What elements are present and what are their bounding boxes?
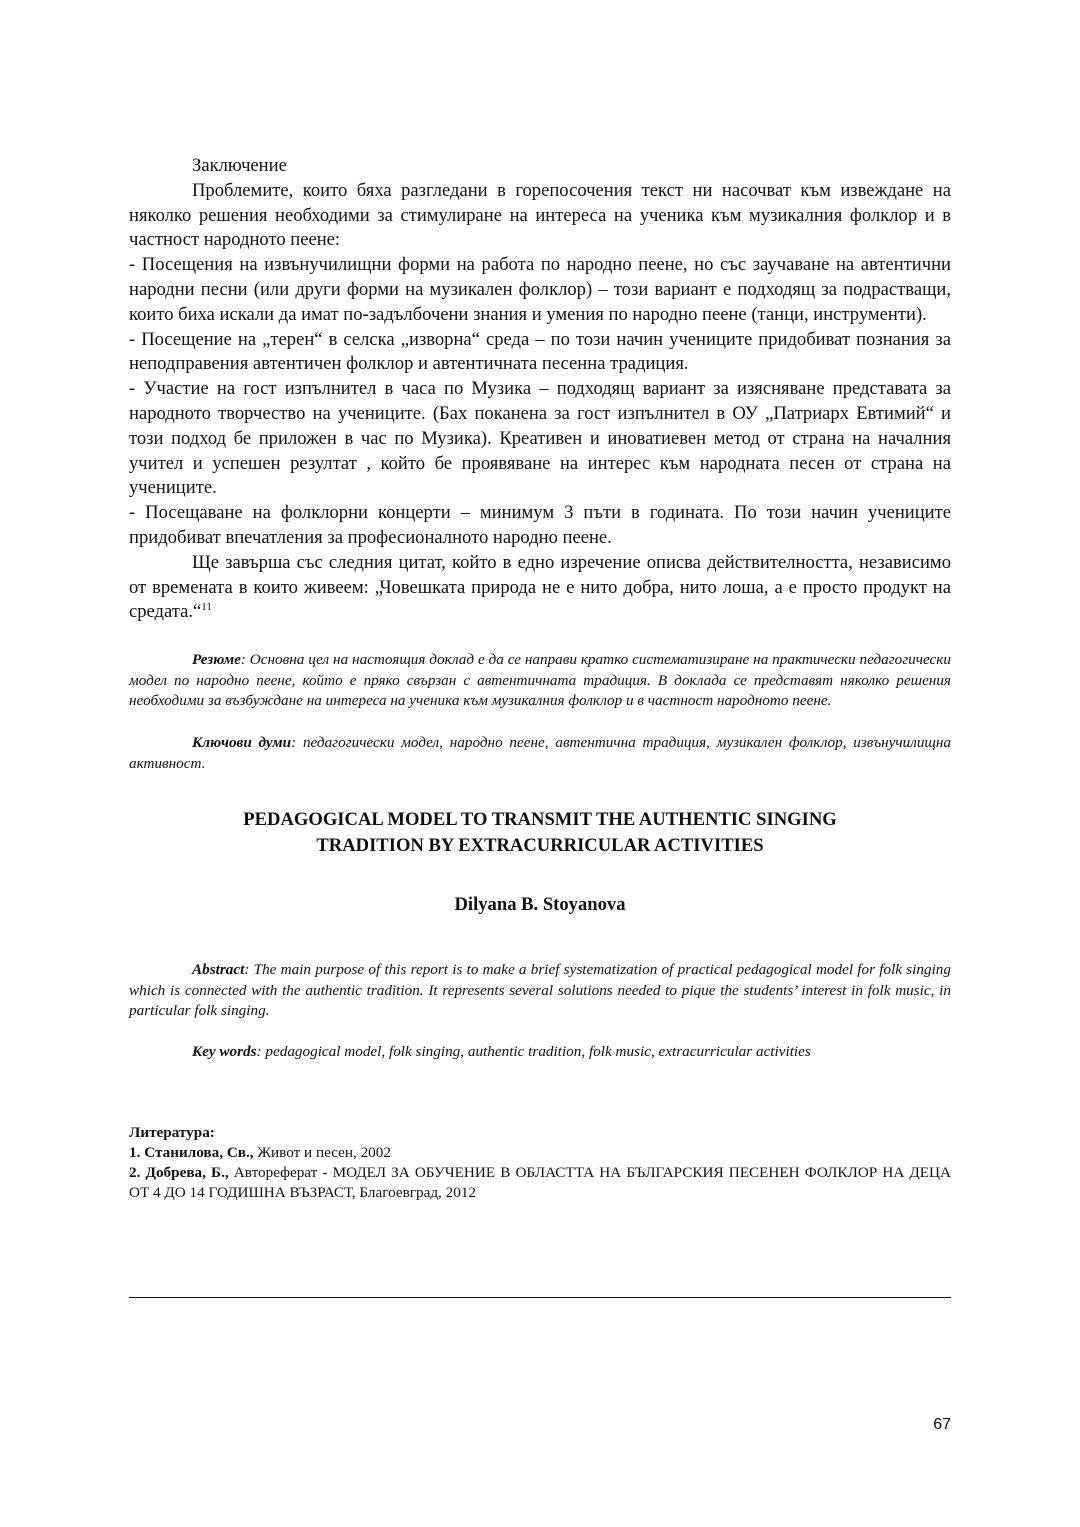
conclusion-intro: Проблемите, които бяха разгледани в горепосочения текст ни насочват към извеждане на няколко решения необходими за стимулиране на интереса на ученика към музикалния фолклор и в частност народното пеене: <box>129 179 951 251</box>
ref-author: 2. Добрева, Б., <box>129 1164 229 1182</box>
keywords-en-label: Key words <box>192 1042 257 1060</box>
ref-text: Автореферат - МОДЕЛ ЗА ОБУЧЕНИЕ В ОБЛАСТТА НА БЪЛГАРСКИЯ ПЕСЕНЕН ФОЛКЛОР НА ДЕЦА ОТ 4 ДО 14 ГОДИШНА ВЪЗРАСТ, Благоевград, 2012 <box>129 1164 951 1201</box>
keywords-bg-label: Ключови думи <box>192 733 292 751</box>
conclusion-closing <box>129 551 951 625</box>
keywords-en-paragraph <box>129 1042 951 1063</box>
abstract-text: : The main purpose of this report is to make a brief systematization of practical pedagogical model for folk singing which is connected with the authentic tradition. It represents several solutions needed to pique the students’ interest in folk music, in particular folk singing. <box>129 961 951 1020</box>
page-content <box>129 154 951 1203</box>
conclusion-item: - Посещение на „терен“ в селска „изворна“ среда – по този начин учениците придобиват познания за неподправения автентичен фолклор и автентичната песенна традиция. <box>129 328 951 375</box>
literature-ref <box>129 1143 951 1163</box>
resume-label: Резюме <box>192 651 241 669</box>
conclusion-item: - Посещаване на фолклорни концерти – минимум 3 пъти в годината. По този начин учениците придобиват впечатления за професионалното народно пеене. <box>129 502 951 548</box>
literature-heading: Литература: <box>129 1124 215 1142</box>
footnote-ref: 11 <box>201 601 212 614</box>
author-name: Dilyana B. Stoyanova <box>454 894 626 916</box>
resume-text: : Основна цел на настоящия доклад е да се направи кратко систематизиране на практически педагогически модел по народно пеене, който е пряко свързан с автентичната традиция. В доклада се представят няколко решения необходими за възбуждане на интереса на ученика към музикалния фолклор и в частност народното пеене. <box>129 651 951 710</box>
keywords-en-text: : pedagogical model, folk singing, authentic tradition, folk music, extracurricular activities <box>256 1042 811 1060</box>
closing-text: Ще завърша със следния цитат, който в едно изречение описва действителността, независимо от времената в които живеем: „Човешката природа не е нито добра, нито лоша, а е просто продукт на средата.“ <box>129 551 951 623</box>
ref-text: Живот и песен, 2002 <box>253 1144 391 1162</box>
keywords-bg-paragraph <box>129 733 951 774</box>
conclusion-item: - Посещения на извънучилищни форми на работа по народно пеене, но със заучаване на автентични народни песни (или други форми на музикален фолклор) – този вариант е подходящ за подрастващи, които биха искали да имат по-задълбочени знания и умения по народно пеене (танци, инструменти). <box>129 254 951 325</box>
english-title-line: TRADITION BY EXTRACURRICULAR ACTIVITIES <box>316 835 764 857</box>
keywords-bg-text: : педагогически модел, народно пеене, автентична традиция, музикален фолклор, извънучилищна активност. <box>129 733 952 772</box>
conclusion-heading: Заключение <box>192 155 287 176</box>
ref-author: 1. Станилова, Св., <box>129 1144 254 1162</box>
resume-paragraph <box>129 650 951 712</box>
footnote-divider <box>129 1297 951 1298</box>
abstract-paragraph <box>129 960 951 1022</box>
literature-ref <box>129 1163 951 1203</box>
conclusion-item: - Участие на гост изпълнител в часа по Музика – подходящ вариант за изясняване представата за народното творчество на учениците. (Бах поканена за гост изпълнител в ОУ „Патриарх Евтимий“ и този подход бе приложен в час по Музика). Креативен и иноватиевен метод от страна на началния учител и успешен резултат , който бе проявяване на интерес към народната песен от страна на учениците. <box>129 378 951 499</box>
english-title-line: PEDAGOGICAL MODEL TO TRANSMIT THE AUTHENTIC SINGING <box>243 809 837 831</box>
page-number: 67 <box>933 1416 951 1433</box>
english-title <box>129 807 951 859</box>
abstract-label: Abstract <box>192 961 245 979</box>
